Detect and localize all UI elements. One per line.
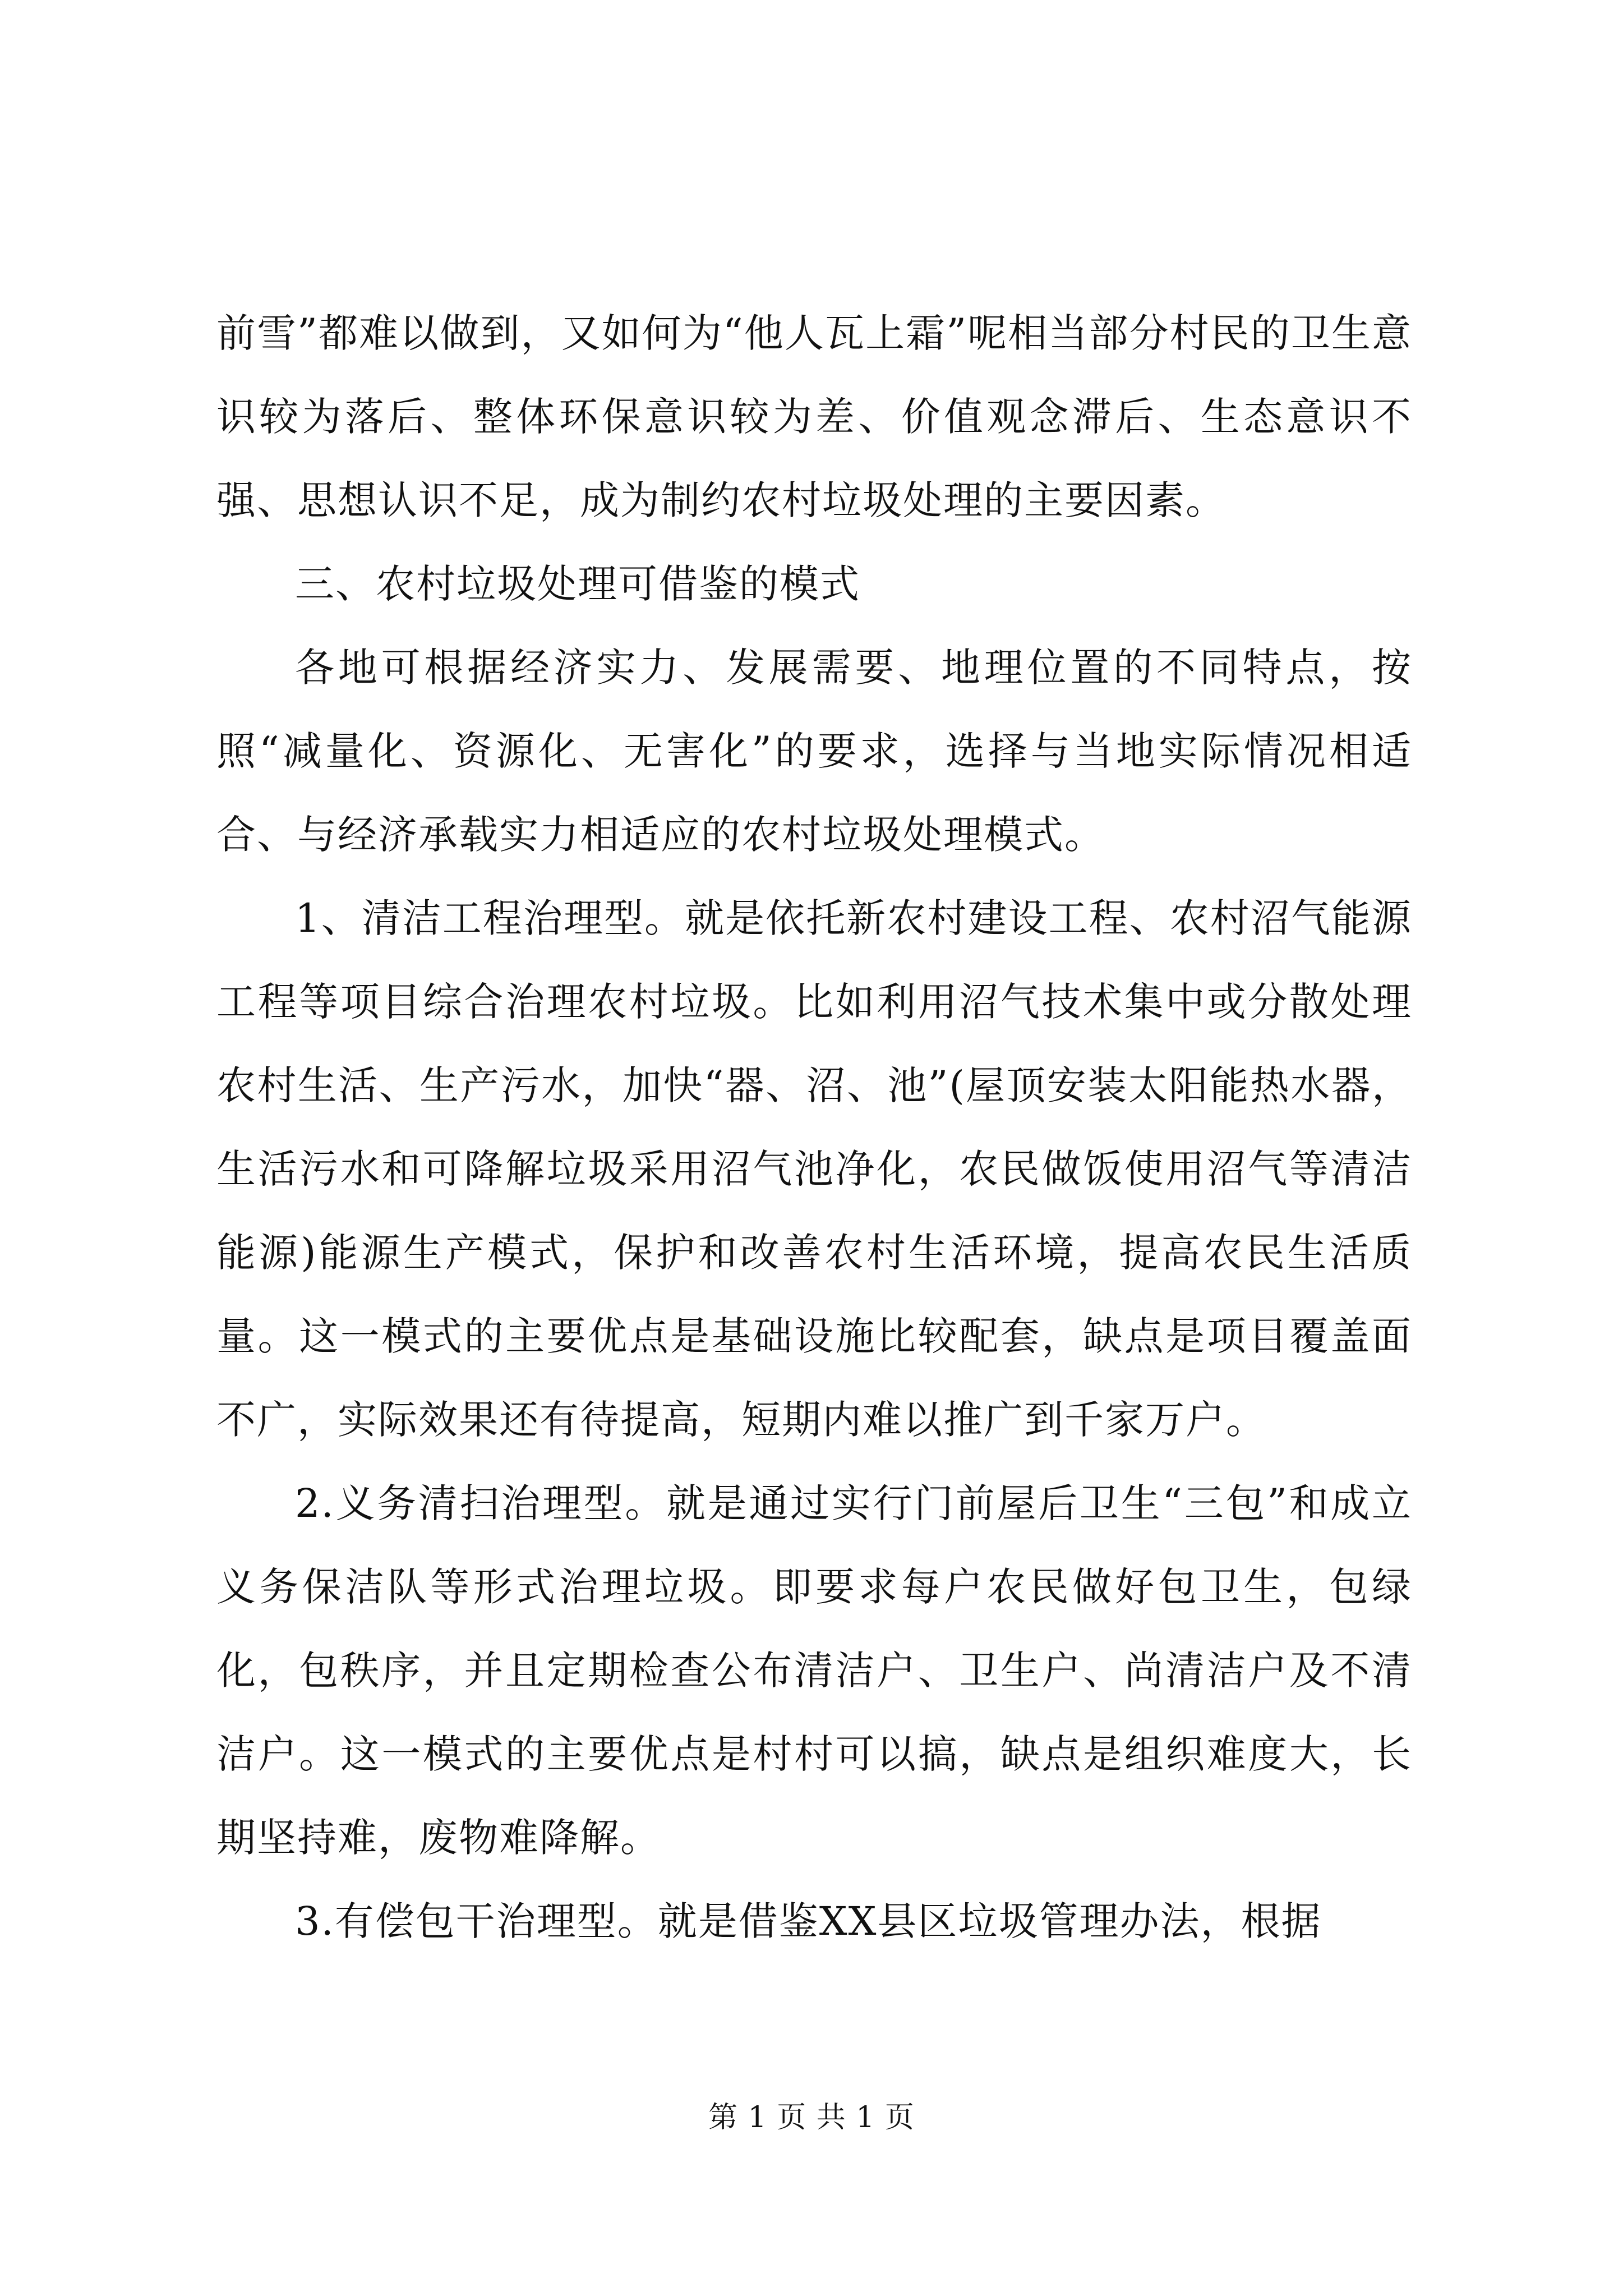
section-heading: 三、农村垃圾处理可借鉴的模式 xyxy=(295,561,860,607)
page-footer xyxy=(0,2101,1623,2134)
document-body xyxy=(216,292,1412,1963)
paragraph-model-2: 2.义务清扫治理型。就是通过实行门前屋后卫生“三包”和成立义务保洁队等形式治理垃圾。即要求每户农民做好包卫生，包绿化，包秩序，并且定期检查公布清洁户、卫生户、尚清洁户及不清洁户。这一模式的主要优点是村村可以搞，缺点是组织难度大，长期坚持难，废物难降解。 xyxy=(216,1480,1412,1861)
page-number-label: 第 1 页 共 1 页 xyxy=(708,2101,915,2134)
paragraph-intro: 各地可根据经济实力、发展需要、地理位置的不同特点，按照“减量化、资源化、无害化”的要求，选择与当地实际情况相适合、与经济承载实力相适应的农村垃圾处理模式。 xyxy=(216,645,1412,858)
paragraph-model-1: 1、清洁工程治理型。就是依托新农村建设工程、农村沼气能源工程等项目综合治理农村垃圾。比如利用沼气技术集中或分散处理农村生活、生产污水，加快“器、沼、池”(屋顶安装太阳能热水器，生活污水和可降解垃圾采用沼气池净化，农民做饭使用沼气等清洁能源)能源生产模式，保护和改善农村生活环境，提高农民生活质量。这一模式的主要优点是基础设施比较配套，缺点是项目覆盖面不广，实际效果还有待提高，短期内难以推广到千家万户。 xyxy=(216,895,1412,1443)
paragraph-continuation: 前雪”都难以做到，又如何为“他人瓦上霜”呢相当部分村民的卫生意识较为落后、整体环保意识较为差、价值观念滞后、生态意识不强、思想认识不足，成为制约农村垃圾处理的主要因素。 xyxy=(216,310,1412,523)
paragraph-model-3: 3.有偿包干治理型。就是借鉴XX县区垃圾管理办法，根据 xyxy=(295,1898,1322,1944)
